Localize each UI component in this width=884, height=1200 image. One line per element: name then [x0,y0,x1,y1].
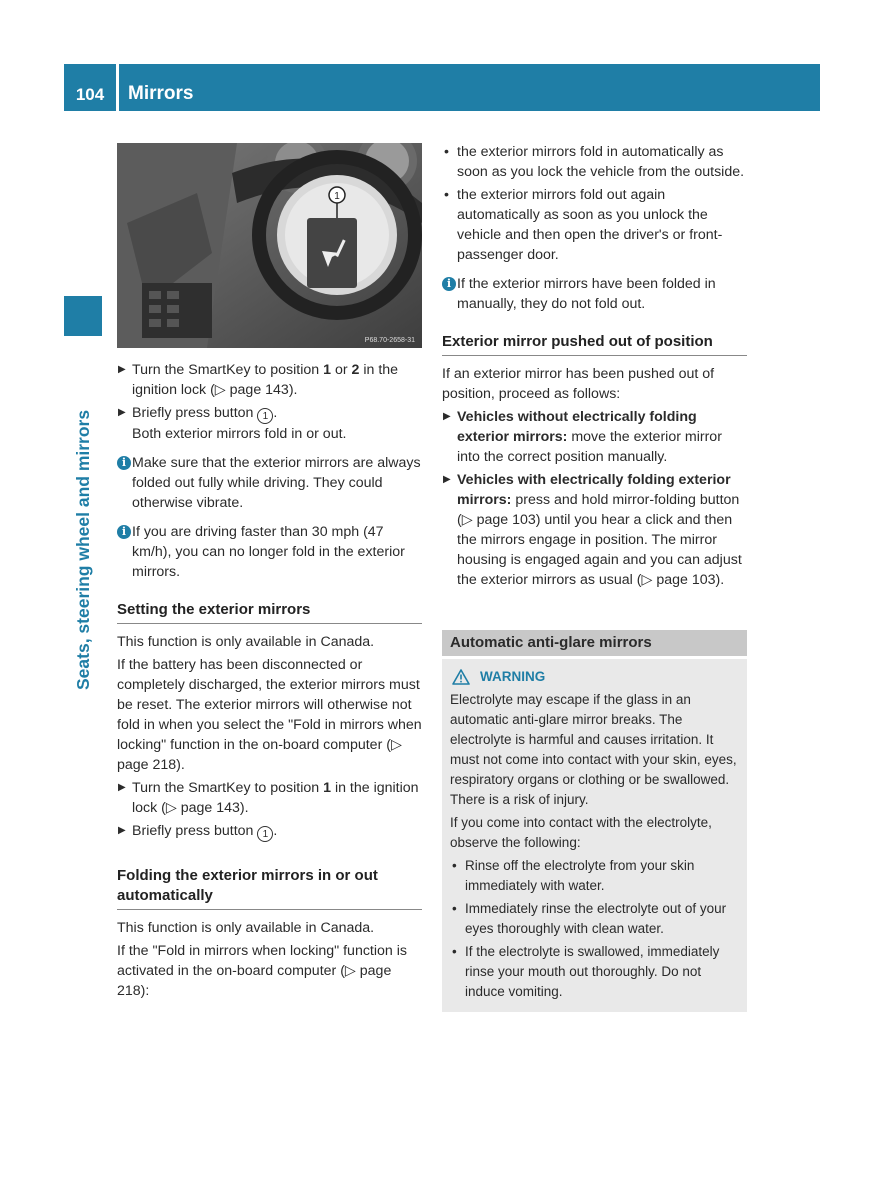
paragraph: If you come into contact with the electrolyte, observe the following: [450,815,712,850]
step-arrow-icon: ▶ [118,407,126,418]
paragraph: Electrolyte may escape if the glass in an automatic anti-glare mirror breaks. The electrolyte is harmful and causes irritation. It must not come into contact with your skin, eyes, respiratory organs or clothing or be swallowed. There is a risk of injury. [450,692,737,807]
step-without-electric-folding: ▶ Vehicles without electrically folding exterior mirrors: move the exterior mirror into the correct position manually. [443,409,722,465]
paragraph: If the battery has been disconnected or completely discharged, the exterior mirrors must be reset. The exterior mirrors will otherwise not fold in when you select the "Fold in mirrors when locking" function in the on-board computer (▷ page 218). [117,657,422,773]
paragraph: If the "Fold in mirrors when locking" function is activated in the on-board computer (▷ page 218): [117,943,407,999]
list-item: • Rinse off the electrolyte from your skin immediately with water. [452,858,695,893]
button-1-icon: 1 [257,408,273,424]
heading-anti-glare-mirrors: Automatic anti-glare mirrors [442,630,747,656]
info-icon: i [117,456,131,470]
warning-triangle-icon [452,669,470,685]
list-item: • Immediately rinse the electrolyte out of your eyes thoroughly with clean water. [452,901,727,936]
photo-code: P68.70-2658-31 [364,337,415,344]
info-icon: i [442,277,456,291]
warning-box [442,659,747,1012]
step-arrow-icon: ▶ [118,825,126,836]
info-note-manual-fold: i If the exterior mirrors have been folded in manually, they do not fold out. [442,274,747,314]
step-arrow-icon: ▶ [443,474,451,485]
page-header [64,64,820,111]
step-press-button: ▶ Briefly press button 1 . Both exterior mirrors fold in or out. [118,405,347,442]
list-item: • the exterior mirrors fold in automatically as soon as you lock the vehicle from the outside. [444,144,745,180]
step-arrow-icon: ▶ [443,411,451,422]
paragraph: If an exterior mirror has been pushed out of position, proceed as follows: [442,366,715,402]
step-turn-smartkey: ▶ Turn the SmartKey to position 1 or 2 in the ignition lock (▷ page 143). [118,362,399,398]
step-with-electric-folding: ▶ Vehicles with electrically folding exterior mirrors: press and hold mirror-folding button (▷ page 103) until you hear a click and then the mirrors engage in position. The mirror housing is engaged again and you can adjust the exterior mirrors as usual (▷ page 103). [443,472,742,588]
left-column [117,143,422,1004]
chapter-tab-label: Seats, steering wheel and mirrors [73,409,93,690]
step-turn-smartkey: ▶ Turn the SmartKey to position 1 in the ignition lock (▷ page 143). [118,780,419,816]
info-note-folded-out: i Make sure that the exterior mirrors are always folded out fully while driving. They could otherwise vibrate. [117,453,422,513]
callout-number: 1 [334,191,340,202]
heading-setting-mirrors: Setting the exterior mirrors [117,600,422,624]
warning-title: WARNING [450,667,739,687]
paragraph: This function is only available in Canada. [117,634,375,650]
paragraph: This function is only available in Canada. [117,920,375,936]
list-item: • If the electrolyte is swallowed, immediately rinse your mouth out thoroughly. Do not induce vomiting. [452,944,720,999]
button-1-icon: 1 [257,826,273,842]
step-arrow-icon: ▶ [118,364,126,375]
page-number: 104 [75,85,105,104]
header-divider [116,64,119,111]
step-press-button: ▶ Briefly press button 1 . [118,823,278,840]
info-note-speed: i If you are driving faster than 30 mph (47 km/h), you can no longer fold in the exterior mirrors. [117,522,422,582]
mirror-button-photo [117,143,422,348]
info-icon: i [117,525,131,539]
step-arrow-icon: ▶ [118,782,126,793]
list-item: • the exterior mirrors fold out again automatically as soon as you unlock the vehicle and then open the driver's or front-passenger door. [444,187,723,263]
heading-mirror-pushed: Exterior mirror pushed out of position [442,332,747,356]
heading-folding-mirrors: Folding the exterior mirrors in or out automatically [117,866,422,910]
page-title: Mirrors [128,83,194,104]
right-column [442,142,747,1012]
